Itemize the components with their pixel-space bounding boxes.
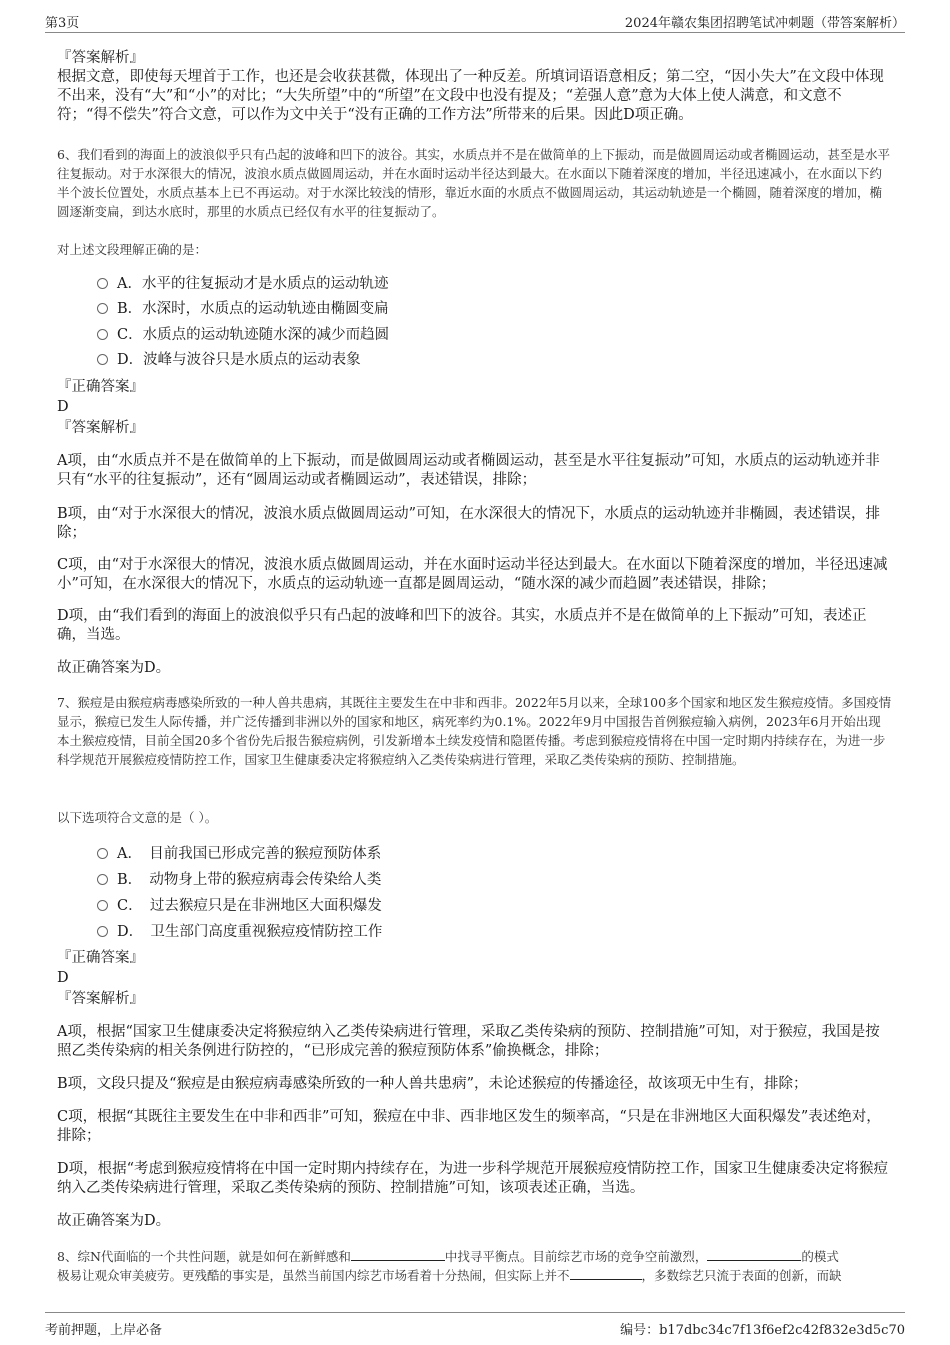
q7-conclusion: 故正确答案为D。 [57,1213,171,1229]
q7-answer: D [57,970,69,986]
q7-analysis-label: 『答案解析』 [57,991,144,1007]
q6-answer: D [57,399,69,415]
q7-analysis-c: C项，根据“其既往主要发生在中非和西非”可知，猴痘在中非、西非地区发生的频率高，“只是在非洲地区大面积爆发”表述绝对，排除； [57,1109,881,1144]
q6-conclusion: 故正确答案为D。 [57,660,171,676]
q6-analysis-a: A项，由“水质点并不是在做简单的上下振动，而是做圆周运动或者椭圆运动，甚至是水平往复振动”可知，水质点的运动轨迹并非只有“水平的往复振动”，还有“圆周运动或者椭圆运动”，表述错误，排除； [57,453,880,488]
q7-analysis-b: B项，文段只提及“猴痘是由猴痘病毒感染所致的一种人兽共患病”，未论述猴痘的传播途径，故该项无中生有，排除； [57,1076,808,1092]
page-footer [45,1312,905,1338]
q7-analysis-a: A项，根据“国家卫生健康委决定将猴痘纳入乙类传染病进行管理，采取乙类传染病的预防、控制措施”可知，对于猴痘，我国是按照乙类传染病的相关条例进行防控的，“已形成完善的猴痘预防体系”偷换概念，排除； [57,1024,880,1059]
document-id: 编号：b17dbc34c7f13f6ef2c42f832e3d5c70 [620,1323,905,1338]
radio-icon[interactable] [97,900,108,911]
q8-stem: 8、综N代面临的一个共性问题，就是如何在新鲜感和 中找寻平衡点。目前综艺市场的竞争空前激烈， 的模式 极易让观众审美疲劳。更残酷的事实是，虽然当前国内综艺市场看着十分热闹，但实际上并不 ，多数综艺只流于表面的创新，而缺 [57,1249,842,1283]
radio-icon[interactable] [97,303,108,314]
q6-option-c[interactable]: C．水质点的运动轨迹随水深的减少而趋圆 [97,325,389,345]
q7-option-a[interactable]: A． 目前我国已形成完善的猴痘预防体系 [97,844,381,864]
radio-icon[interactable] [97,354,108,365]
q6-question: 对上述文段理解正确的是： [57,242,208,257]
q6-analysis-b: B项，由“对于水深很大的情况，波浪水质点做圆周运动”可知，在水深很大的情况下，水质点的运动轨迹并非椭圆，表述错误，排除； [57,506,880,541]
fill-blank-3[interactable] [570,1267,642,1280]
q7-answer-label: 『正确答案』 [57,950,144,966]
q6-option-d[interactable]: D．波峰与波谷只是水质点的运动表象 [97,350,361,370]
page-header [45,12,905,33]
q5-analysis: 根据文意，即使每天埋首于工作，也还是会收获甚微，体现出了一种反差。所填词语语意相反；第二空，“因小失大”在文段中体现不出来，没有“大”和“小”的对比；“大失所望”中的“所望”在文段中也没有提及；“差强人意”意为大体上使人满意，和文意不符；“得不偿失”符合文意，可以作为文中关于“没有正确的工作方法”所带来的后果。因此D项正确。 [57,69,884,123]
radio-icon[interactable] [97,874,108,885]
q7-option-b[interactable]: B． 动物身上带的猴痘病毒会传染给人类 [97,870,381,890]
q7-analysis-d: D项，根据“考虑到猴痘疫情将在中国一定时期内持续存在，为进一步科学规范开展猴痘疫情防控工作，国家卫生健康委决定将猴痘纳入乙类传染病进行管理，采取乙类传染病的预防、控制措施”可知，该项表述正确，当选。 [57,1161,889,1196]
fill-blank-1[interactable] [351,1248,445,1261]
q6-option-b[interactable]: B．水深时，水质点的运动轨迹由椭圆变扁 [97,299,389,319]
radio-icon[interactable] [97,329,108,340]
q6-answer-label: 『正确答案』 [57,379,144,395]
q6-analysis-label: 『答案解析』 [57,420,144,436]
radio-icon[interactable] [97,926,108,937]
q7-option-d[interactable]: D． 卫生部门高度重视猴痘疫情防控工作 [97,922,382,942]
q6-analysis-c: C项，由“对于水深很大的情况，波浪水质点做圆周运动，并在水面时运动半径达到最大。在水面以下随着深度的增加，半径迅速减小”可知，在水深很大的情况下，水质点的运动轨迹一直都是圆周运动，“随水深的减少而趋圆”表述错误，排除； [57,557,888,592]
q6-analysis-d: D项，由“我们看到的海面上的波浪似乎只有凸起的波峰和凹下的波谷。其实，水质点并不是在做简单的上下振动”可知，表述正确，当选。 [57,608,867,643]
q7-option-c[interactable]: C． 过去猴痘只是在非洲地区大面积爆发 [97,896,382,916]
radio-icon[interactable] [97,278,108,289]
footer-slogan: 考前押题，上岸必备 [45,1323,163,1338]
page-number: 第3页 [45,16,80,31]
q5-analysis-label: 『答案解析』 [57,50,144,66]
document-title: 2024年赣农集团招聘笔试冲刺题（带答案解析） [624,16,905,31]
q6-option-a[interactable]: A．水平的往复振动才是水质点的运动轨迹 [97,274,388,294]
q6-stem: 6、我们看到的海面上的波浪似乎只有凸起的波峰和凹下的波谷。其实，水质点并不是在做简单的上下振动，而是做圆周运动或者椭圆运动，甚至是水平往复振动。对于水深很大的情况，波浪水质点做圆周运动，并在水面时运动半径达到最大。在水面以下随着深度的增加，半径迅速减小，在水面以下约半个波长位置处，水质点基本上已不再运动。对于水深比较浅的情形，靠近水面的水质点不做圆周运动，其运动轨迹是一个椭圆，随着深度的增加，椭圆逐渐变扁，到达水底时，那里的水质点已经仅有水平的往复振动了。 [57,147,890,219]
q7-stem: 7、猴痘是由猴痘病毒感染所致的一种人兽共患病，其既往主要发生在中非和西非。2022年5月以来，全球100多个国家和地区发生猴痘疫情。多国疫情显示，猴痘已发生人际传播，并广泛传播到非洲以外的国家和地区，病死率约为0.1%。2022年9月中国报告首例猴痘输入病例，2023年6月开始出现本土猴痘疫情，目前全国20多个省份先后报告猴痘病例，引发新增本土续发疫情和隐匿传播。考虑到猴痘疫情将在中国一定时期内持续存在，为进一步科学规范开展猴痘疫情防控工作，国家卫生健康委决定将猴痘纳入乙类传染病进行管理，采取乙类传染病的预防、控制措施。 [57,695,892,767]
q7-question: 以下选项符合文意的是（ ）。 [57,810,218,825]
fill-blank-2[interactable] [707,1248,801,1261]
radio-icon[interactable] [97,848,108,859]
